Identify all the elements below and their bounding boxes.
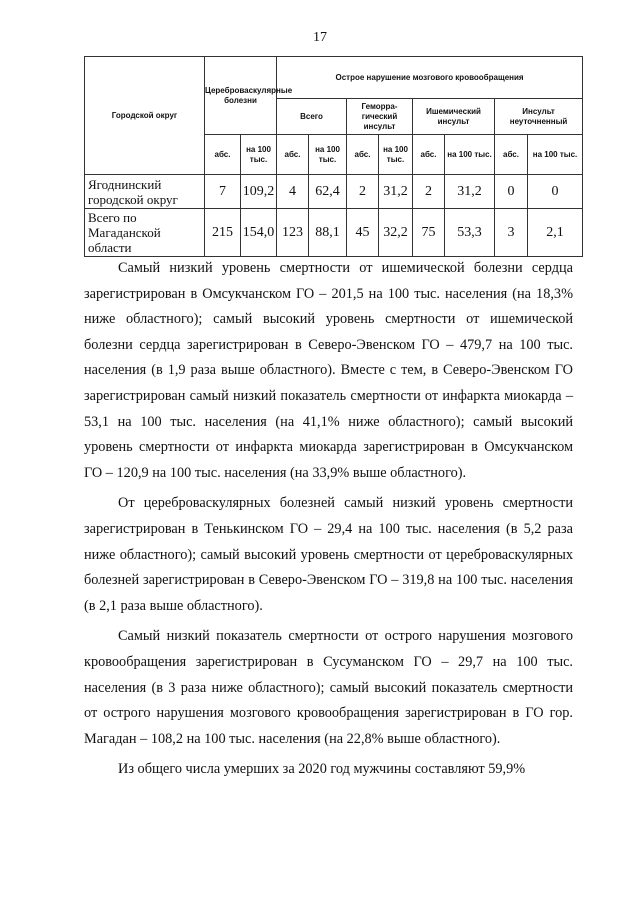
table-row xyxy=(85,209,583,257)
ischemic-header: Ишемический инсульт xyxy=(413,99,495,135)
table-cell: 0 xyxy=(495,175,528,209)
abs-header: абс. xyxy=(495,135,528,175)
per100-header: на 100 тыс. xyxy=(528,135,583,175)
abs-header: абс. xyxy=(347,135,379,175)
district-header: Городской округ xyxy=(85,57,205,175)
table-cell: 88,1 xyxy=(309,209,347,257)
per100-header: на 100 тыс. xyxy=(445,135,495,175)
table-cell: 154,0 xyxy=(241,209,277,257)
page-number: 17 xyxy=(313,30,327,45)
paragraph: Самый низкий показатель смертности от острого нарушения мозгового кровообращения зарегистрирован в Сусуманском ГО – 29,7 на 100 тыс. населения (в 3 раза ниже областного); самый высокий показатель смертности от острого нарушения мозгового кровообращения зарегистрирован в ГО гор. Магадан – 108,2 на 100 тыс. населения (на 22,8% выше областного). xyxy=(84,628,573,747)
hemorrhagic-header: Геморра-гический инсульт xyxy=(347,99,413,135)
paragraph: Из общего числа умерших за 2020 год мужчины составляют 59,9% xyxy=(118,761,526,778)
table-cell: 2,1 xyxy=(528,209,583,257)
table-row xyxy=(85,175,583,209)
table-cell: 215 xyxy=(205,209,241,257)
body-text xyxy=(84,256,573,788)
paragraph: От цереброваскулярных болезней самый низкий уровень смертности зарегистрирован в Тенькинском ГО – 29,4 на 100 тыс. населения (в 5,2 раза ниже областного); самый высокий уровень смертности от цереброваскулярных болезней зарегистрирован в Северо-Эвенском ГО – 319,8 на 100 тыс. населения (в 2,1 раза выше областного). xyxy=(84,495,573,614)
total-header: Всего xyxy=(277,99,347,135)
table-cell: 31,2 xyxy=(379,175,413,209)
abs-header: абс. xyxy=(277,135,309,175)
mortality-table xyxy=(84,56,583,257)
table-cell: 2 xyxy=(347,175,379,209)
table-cell: 7 xyxy=(205,175,241,209)
table-cell: 123 xyxy=(277,209,309,257)
table-cell: 2 xyxy=(413,175,445,209)
per100-header: на 100 тыс. xyxy=(309,135,347,175)
per100-header: на 100 тыс. xyxy=(379,135,413,175)
unspecified-header: Инсульт неуточненный xyxy=(495,99,583,135)
table-cell: 109,2 xyxy=(241,175,277,209)
cerebrovascular-header: Цереброваскулярные болезни xyxy=(205,57,277,135)
table-cell: 45 xyxy=(347,209,379,257)
per100-header: на 100 тыс. xyxy=(241,135,277,175)
table-cell: 3 xyxy=(495,209,528,257)
table-cell: 75 xyxy=(413,209,445,257)
table-cell: 62,4 xyxy=(309,175,347,209)
row-name: Всего по Магаданской области xyxy=(85,209,205,257)
table-cell: 4 xyxy=(277,175,309,209)
paragraph: Самый низкий уровень смертности от ишемической болезни сердца зарегистрирован в Омсукчанском ГО – 201,5 на 100 тыс. населения (на 18,3% ниже областного); самый высокий уровень смертности от ишемической болезни сердца зарегистрирован в Северо-Эвенском ГО – 479,7 на 100 тыс. населения (в 1,9 раза выше областного). Вместе с тем, в Северо-Эвенском ГО зарегистрирован самый низкий показатель смертности от инфаркта миокарда – 53,1 на 100 тыс. населения (на 41,1% ниже областного); самый высокий уровень смертности от инфаркта миокарда зарегистрирован в Омсукчанском ГО – 120,9 на 100 тыс. населения (на 33,9% выше областного). xyxy=(84,260,573,481)
acute-stroke-header: Острое нарушение мозгового кровообращения xyxy=(277,57,583,99)
abs-header: абс. xyxy=(413,135,445,175)
table-cell: 53,3 xyxy=(445,209,495,257)
table-cell: 0 xyxy=(528,175,583,209)
table-cell: 31,2 xyxy=(445,175,495,209)
table-cell: 32,2 xyxy=(379,209,413,257)
abs-header: абс. xyxy=(205,135,241,175)
row-name: Ягоднинский городской округ xyxy=(85,175,205,209)
